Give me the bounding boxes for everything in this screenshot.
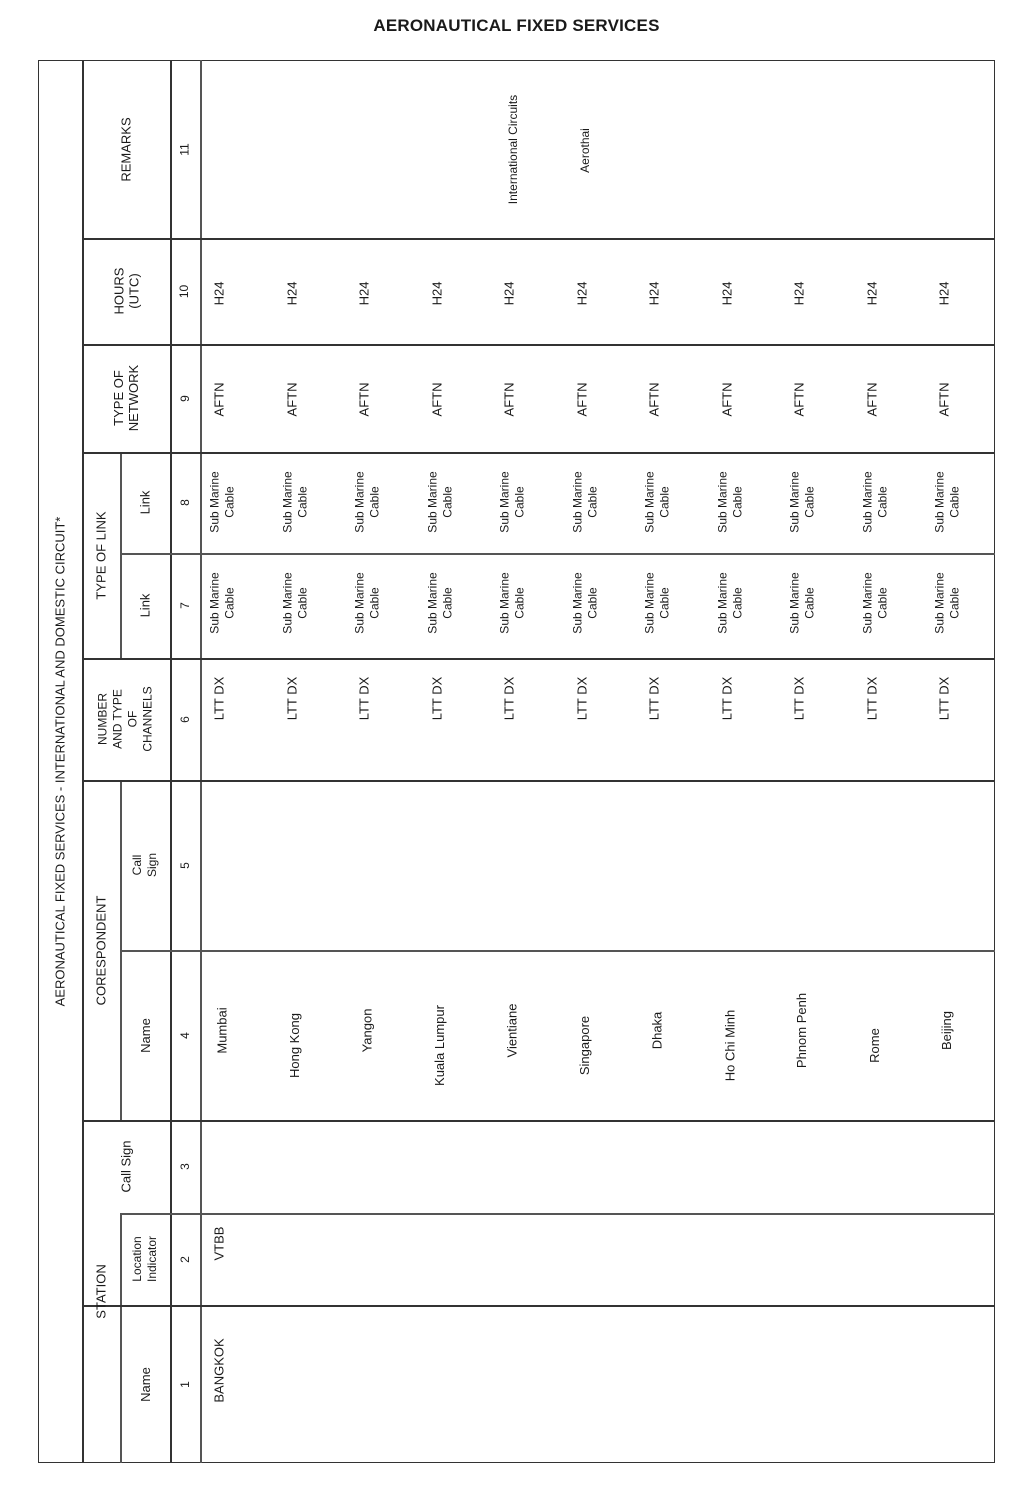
header-call-sign: [82, 1120, 170, 1213]
column-number-11: [170, 60, 200, 238]
network-value: [857, 354, 887, 444]
link-7-value-line: Sub Marine: [353, 572, 367, 634]
network-value: [567, 354, 597, 444]
column-number-9-line: 9: [177, 394, 192, 402]
column-number-1-line: 1: [177, 1380, 192, 1388]
channel-value-line: LTT DX: [284, 676, 299, 720]
correspondent-name-line: Ho Chi Minh: [722, 1009, 737, 1081]
group-correspondent: [82, 780, 120, 1120]
hours-value-line: H24: [646, 281, 662, 305]
correspondent-name: [857, 970, 893, 1120]
link-7-value-line: Sub Marine: [933, 572, 947, 634]
column-number-2: [170, 1213, 200, 1305]
network-value: [712, 354, 742, 444]
network-value: [929, 354, 959, 444]
correspondent-name-line: Hong Kong: [287, 1012, 302, 1078]
network-value-line: AFTN: [936, 382, 952, 416]
channel-value-line: LTT DX: [211, 676, 227, 720]
header-type-of-network-line: NETWORK: [125, 364, 141, 432]
link-7-value-line: Sub Marine: [860, 572, 875, 634]
hours-value: [349, 248, 379, 338]
remarks-aerothai-line: Aerothai: [577, 127, 592, 173]
link-8-value: [422, 452, 460, 552]
table-caption-line: AERONAUTICAL FIXED SERVICES - INTERNATIONAL AND DOMESTIC CIRCUIT*: [52, 516, 68, 1007]
channel-value-line: LTT DX: [864, 676, 879, 720]
column-number-11-line: 11: [177, 142, 192, 156]
hours-value-line: H24: [573, 281, 589, 305]
header-correspondent-name-line: Name: [137, 1017, 153, 1053]
column-number-1: [170, 1305, 200, 1463]
network-value-line: AFTN: [356, 382, 372, 416]
hours-value-line: H24: [936, 281, 952, 305]
network-value-line: AFTN: [646, 382, 662, 416]
network-value-line: AFTN: [719, 382, 735, 416]
header-location-indicator-line: Location: [130, 1236, 144, 1282]
hours-value-line: H24: [356, 281, 372, 305]
column-number-10-line: 10: [177, 284, 192, 298]
header-type-of-network: [82, 344, 170, 452]
link-7-value: [784, 553, 822, 653]
grid-line: [82, 238, 995, 240]
link-7-value-line: Cable: [513, 587, 527, 619]
header-location-indicator-line: Indicator: [145, 1235, 159, 1283]
link-7-value-line: Cable: [440, 587, 455, 619]
link-7-value: [349, 553, 387, 653]
channel-value-line: LTT DX: [936, 676, 952, 720]
grid-line: [82, 780, 995, 782]
header-link-8-line: Link: [137, 490, 153, 515]
hours-value-line: H24: [283, 281, 299, 305]
hours-value-line: H24: [501, 281, 517, 305]
channel-value-line: LTT DX: [356, 676, 372, 720]
link-7-value-line: Cable: [875, 587, 890, 619]
link-8-value: [494, 452, 532, 552]
group-station-line: STATION: [93, 1264, 109, 1319]
grid-line: [120, 950, 995, 952]
link-7-value: [277, 553, 315, 653]
link-7-value: [929, 553, 967, 653]
correspondent-name-line: Mumbai: [214, 1006, 230, 1054]
column-number-6-line: 6: [177, 715, 192, 723]
link-8-value-line: Cable: [730, 486, 745, 518]
grid-line: [82, 344, 995, 346]
header-call-sign-line: Call Sign: [118, 1140, 134, 1193]
link-7-value-line: Sub Marine: [715, 572, 730, 634]
network-value: [639, 354, 669, 444]
channel-value: [567, 668, 597, 728]
link-8-value-line: Cable: [803, 486, 817, 518]
link-7-value-line: Sub Marine: [208, 572, 222, 634]
link-7-value: [567, 553, 605, 653]
link-7-value-line: Cable: [730, 587, 745, 619]
hours-value: [857, 248, 887, 338]
correspondent-name: [422, 970, 458, 1120]
hours-value: [422, 248, 452, 338]
link-8-value: [929, 452, 967, 552]
grid-line: [82, 1120, 995, 1122]
column-number-3-line: 3: [177, 1163, 192, 1170]
link-7-value-line: Cable: [368, 587, 382, 619]
correspondent-name: [349, 955, 385, 1105]
correspondent-name: [204, 955, 240, 1105]
link-8-value-line: Cable: [223, 486, 237, 518]
correspondent-name-line: Beijing: [939, 1010, 955, 1050]
link-7-value-line: Cable: [295, 587, 310, 619]
header-channels-line: CHANNELS: [140, 686, 155, 752]
network-value-line: AFTN: [574, 382, 590, 416]
remarks-aerothai: [570, 90, 600, 210]
channel-value-line: LTT DX: [719, 676, 734, 720]
correspondent-name-line: Kuala Lumpur: [432, 1004, 448, 1086]
header-hours: [82, 238, 170, 344]
network-value-line: AFTN: [501, 382, 517, 416]
correspondent-name: [784, 955, 820, 1105]
link-7-value-line: Cable: [948, 587, 962, 619]
correspondent-name: [712, 970, 748, 1120]
link-8-value-line: Cable: [948, 486, 962, 518]
network-value: [349, 354, 379, 444]
hours-value: [277, 248, 307, 338]
link-8-value-line: Sub Marine: [715, 471, 730, 533]
header-channels-line: AND TYPE: [110, 689, 125, 749]
header-hours-line: (UTC): [125, 273, 141, 309]
column-number-8: [170, 452, 200, 553]
channel-value: [349, 668, 379, 728]
link-7-value-line: Cable: [585, 587, 600, 619]
column-number-5: [170, 780, 200, 950]
header-correspondent-name: [120, 950, 170, 1120]
hours-value: [784, 248, 814, 338]
correspondent-name-line: Phnom Penh: [794, 992, 810, 1068]
link-8-value-line: Sub Marine: [643, 471, 657, 533]
hours-value: [567, 248, 597, 338]
header-type-of-network-line: TYPE OF: [110, 370, 126, 426]
link-8-value: [277, 452, 315, 552]
link-8-value-line: Sub Marine: [933, 471, 947, 533]
correspondent-name-line: Vientiane: [504, 1003, 520, 1057]
group-type-of-link-line: TYPE OF LINK: [93, 510, 109, 600]
hours-value: [929, 248, 959, 338]
network-value-line: AFTN: [429, 382, 445, 416]
correspondent-name-line: Singapore: [577, 1015, 592, 1075]
column-number-6: [170, 658, 200, 780]
table-caption: [38, 60, 82, 1463]
hours-value-line: H24: [863, 281, 879, 305]
hours-value: [712, 248, 742, 338]
header-channels: [82, 658, 170, 780]
channel-value: [494, 668, 524, 728]
link-7-value: [204, 553, 242, 653]
link-8-value: [639, 452, 677, 552]
group-type-of-link: [82, 452, 120, 658]
link-7-value-line: Sub Marine: [570, 572, 585, 634]
header-station-name: [120, 1305, 170, 1463]
link-8-value: [857, 452, 895, 552]
channel-value-line: LTT DX: [574, 676, 589, 720]
location-indicator-value: [200, 1213, 238, 1273]
network-value: [422, 354, 452, 444]
link-8-value-line: Sub Marine: [280, 471, 295, 533]
channel-value: [422, 668, 452, 728]
correspondent-name: [567, 970, 603, 1120]
column-number-7: [170, 553, 200, 658]
channel-value-line: LTT DX: [646, 676, 662, 720]
correspondent-name: [494, 955, 530, 1105]
link-8-value-line: Sub Marine: [788, 471, 802, 533]
network-value: [204, 354, 234, 444]
link-7-value-line: Sub Marine: [425, 572, 440, 634]
link-8-value: [784, 452, 822, 552]
channel-value: [639, 668, 669, 728]
column-number-2-line: 2: [177, 1255, 192, 1263]
column-number-4-line: 4: [177, 1031, 192, 1039]
header-station-name-line: Name: [137, 1366, 153, 1402]
link-7-value: [422, 553, 460, 653]
correspondent-name: [277, 970, 313, 1120]
correspondent-name: [639, 955, 675, 1105]
channel-value: [929, 668, 959, 728]
link-7-value-line: Sub Marine: [643, 572, 657, 634]
network-value: [784, 354, 814, 444]
link-7-value-line: Cable: [803, 587, 817, 619]
link-7-value-line: Sub Marine: [498, 572, 512, 634]
page-title: AERONAUTICAL FIXED SERVICES: [373, 16, 660, 35]
channel-value-line: LTT DX: [429, 676, 444, 720]
link-7-value: [639, 553, 677, 653]
header-hours-line: HOURS: [110, 267, 126, 315]
header-correspondent-call-sign-line: Sign: [145, 852, 159, 878]
correspondent-name-line: Rome: [867, 1027, 882, 1063]
channel-value: [204, 668, 234, 728]
header-link-7-line: Link: [137, 593, 153, 618]
link-8-value-line: Sub Marine: [425, 471, 440, 533]
header-channels-line: NUMBER: [95, 692, 110, 746]
header-correspondent-call-sign-line: Call: [130, 854, 144, 876]
header-location-indicator: [120, 1213, 170, 1305]
hours-value: [639, 248, 669, 338]
hours-value: [204, 248, 234, 338]
header-remarks-line: REMARKS: [118, 116, 134, 182]
link-8-value: [712, 452, 750, 552]
correspondent-name-line: Yangon: [359, 1008, 375, 1052]
network-value: [277, 354, 307, 444]
column-number-7-line: 7: [177, 602, 192, 609]
channel-value: [277, 668, 307, 728]
hours-value-line: H24: [791, 281, 807, 305]
hours-value: [494, 248, 524, 338]
station-name-value: [200, 1305, 238, 1435]
column-number-8-line: 8: [177, 499, 192, 506]
location-indicator-value-line: VTBB: [211, 1226, 227, 1260]
link-8-value-line: Sub Marine: [498, 471, 512, 533]
channel-value-line: LTT DX: [501, 676, 517, 720]
hours-value-line: H24: [211, 281, 227, 305]
network-value-line: AFTN: [791, 382, 807, 416]
channel-value-line: LTT DX: [791, 676, 807, 720]
header-correspondent-call-sign: [120, 780, 170, 950]
network-value-line: AFTN: [864, 382, 880, 416]
correspondent-name-line: Dhaka: [649, 1011, 665, 1049]
link-8-value-line: Cable: [875, 486, 890, 518]
header-link-8: [120, 452, 170, 553]
header-link-7: [120, 553, 170, 658]
column-number-5-line: 5: [177, 861, 192, 869]
station-name-value-line: BANGKOK: [211, 1337, 227, 1403]
grid-line: [120, 1213, 995, 1215]
link-8-value-line: Sub Marine: [208, 471, 222, 533]
link-7-value-line: Sub Marine: [280, 572, 295, 634]
link-8-value-line: Cable: [295, 486, 310, 518]
link-8-value-line: Cable: [368, 486, 382, 518]
link-8-value: [204, 452, 242, 552]
hours-value-line: H24: [718, 281, 734, 305]
column-number-10: [170, 238, 200, 344]
column-number-9: [170, 344, 200, 452]
network-value-line: AFTN: [284, 382, 300, 416]
link-7-value: [857, 553, 895, 653]
network-value-line: AFTN: [211, 382, 227, 416]
link-8-value-line: Cable: [585, 486, 600, 518]
link-7-value-line: Sub Marine: [788, 572, 802, 634]
header-remarks: [82, 60, 170, 238]
channel-value: [784, 668, 814, 728]
remarks-international-circuits: [500, 64, 528, 234]
network-value: [494, 354, 524, 444]
group-correspondent-line: CORESPONDENT: [93, 895, 109, 1005]
column-number-3: [170, 1120, 200, 1213]
link-7-value-line: Cable: [223, 587, 237, 619]
link-7-value: [494, 553, 532, 653]
link-8-value-line: Cable: [658, 486, 672, 518]
link-8-value-line: Sub Marine: [860, 471, 875, 533]
link-8-value-line: Sub Marine: [353, 471, 367, 533]
channel-value: [712, 668, 742, 728]
link-8-value-line: Cable: [440, 486, 455, 518]
link-7-value-line: Cable: [658, 587, 672, 619]
link-8-value-line: Sub Marine: [570, 471, 585, 533]
grid-line: [82, 658, 995, 660]
link-7-value: [712, 553, 750, 653]
hours-value-line: H24: [428, 281, 444, 305]
link-8-value-line: Cable: [513, 486, 527, 518]
header-channels-line: OF: [125, 710, 140, 728]
remarks-international-circuits-line: International Circuits: [506, 94, 521, 204]
link-8-value: [349, 452, 387, 552]
channel-value: [857, 668, 887, 728]
correspondent-name: [929, 955, 965, 1105]
link-8-value: [567, 452, 605, 552]
column-number-4: [170, 950, 200, 1120]
